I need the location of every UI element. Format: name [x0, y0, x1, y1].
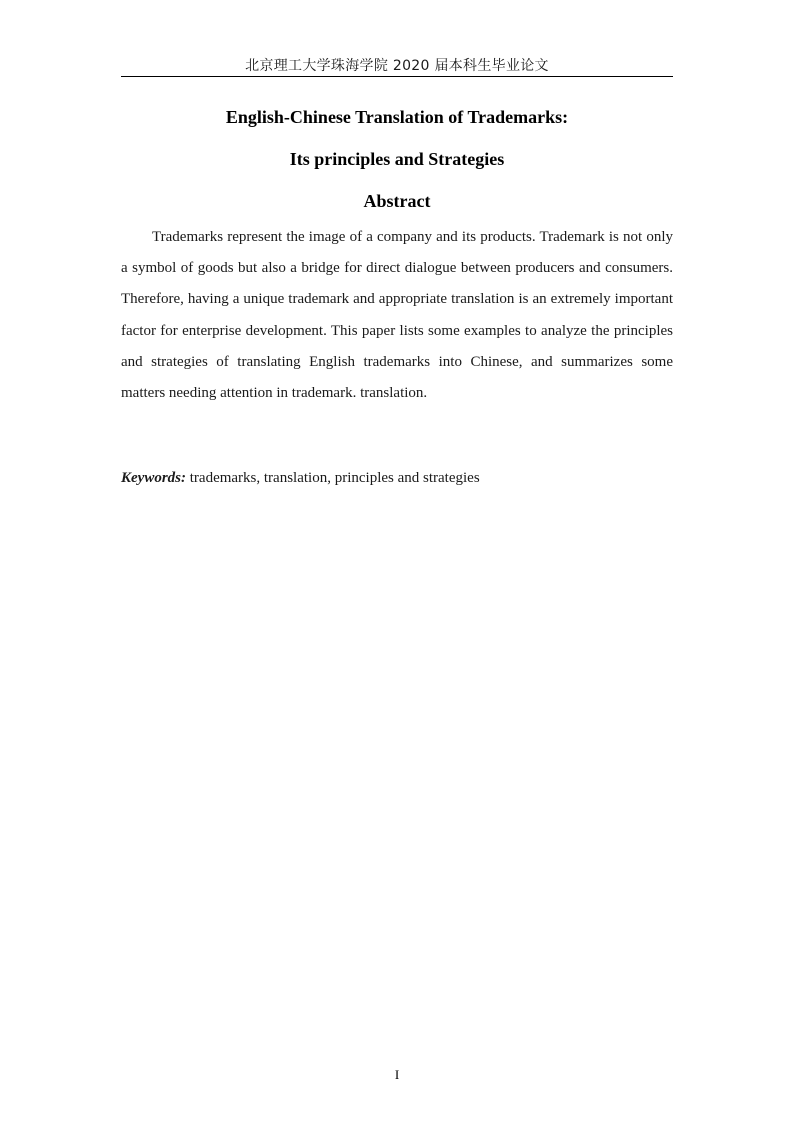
paper-title-line-1: English-Chinese Translation of Trademarks:	[225, 107, 569, 127]
keywords-line	[121, 466, 673, 490]
header-rule	[121, 76, 673, 77]
paper-title-line-2: Its principles and Strategies	[289, 149, 505, 169]
keywords-value: trademarks, translation, principles and strategies	[186, 470, 480, 486]
keywords-label: Keywords:	[121, 470, 186, 486]
abstract-heading: Abstract	[363, 191, 431, 211]
running-header: 北京理工大学珠海学院 2020 届本科生毕业论文	[245, 58, 549, 74]
abstract-body: Trademarks represent the image of a company and its products. Trademark is not only a symbol of goods but also a bridge for direct dialogue between producers and consumers. Therefore, having a unique trademark and appropriate translation is an extremely important factor for enterprise development. This paper lists some examples to analyze the principles and strategies of translating English trademarks into Chinese, and summarizes some matters needing attention in trademark. translation.	[121, 229, 673, 402]
page-number: I	[394, 1067, 400, 1082]
